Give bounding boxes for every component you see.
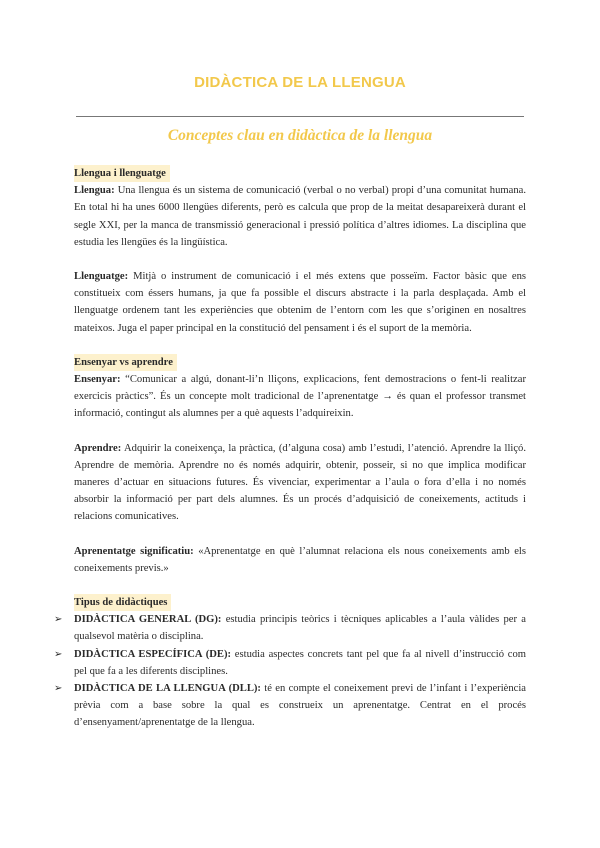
document-body	[54, 165, 526, 732]
definition: Adquirir la coneixença, la pràctica, (d’alguna cosa) amb l’estudi, l’atenció. Aprendre la lliçó. Aprendre de memòria. Aprendre no és només adquirir, obtenir, posseir, si no que implica modificar maneres d’actuar en situacions futures. És vivenciar, experimentar a l’aula o fora d’ella i no només absorbir la informació per part dels alumnes. És un procés d’adquisició de coneixements, actituds i relacions comunicatives.	[74, 442, 526, 523]
paragraph-aprendre	[74, 440, 526, 526]
definition: «Aprenentatge en què l’alumnat relaciona els nous coneixements amb els coneixements previs.»	[74, 545, 526, 574]
document-subtitle: Conceptes clau en didàctica de la llengua	[167, 127, 433, 144]
definition: estudia aspectes concrets tant pel que fa al nivell d’instrucció com pel que fa a les diferents disciplines.	[74, 648, 526, 677]
term: DIDÀCTICA GENERAL (DG):	[74, 614, 222, 626]
section-heading: Llengua i llenguatge	[74, 165, 170, 182]
definition: té en compte el coneixement previ de l’infant i l’experiència prèvia com a base sobre la qual es construeix un aprenentatge. Centrat en el procés d’ensenyament/aprenentatge de la llengua.	[74, 683, 526, 729]
definition: Una llengua és un sistema de comunicació (verbal o no verbal) propi d’una comunitat humana. En total hi ha unes 6000 llengües diferents, però es calcula que prop de la meitat desapareixerà durant el segle XXI, per la manca de transmissió generacional i pressió política d’altres idiomes. La disciplina que estudia les llengües és la lingüística.	[74, 185, 526, 248]
paragraph-ensenyar	[74, 371, 526, 423]
list-item	[54, 680, 526, 732]
section-llengua	[74, 165, 526, 337]
term: Aprenentatge significatiu:	[74, 545, 194, 557]
arrow-bullet-icon: ➢	[54, 683, 63, 695]
term: DIDÀCTICA ESPECÍFICA (DE):	[74, 648, 232, 660]
definition: Mitjà o instrument de comunicació i el més extens que posseïm. Factor bàsic que ens constitueix com éssers humans, ja que fa possible el discurs abstracte i la parla desplaçada. Amb el llenguatge ordenem tant les experiències que obtenim de l’entorn com les que s’originen en nosaltres mateixos. Juga el paper principal en la constitució del pensament i és el suport de la memòria.	[74, 271, 526, 334]
term: Aprendre:	[74, 442, 122, 454]
arrow-bullet-icon: ➢	[54, 648, 63, 660]
title-divider	[76, 116, 524, 117]
paragraph-llenguatge	[74, 268, 526, 337]
section-ensenyar-aprendre	[74, 354, 526, 577]
term: Llengua:	[74, 185, 115, 197]
section-heading: Ensenyar vs aprendre	[74, 354, 177, 371]
document-title: DIDÀCTICA DE LA LLENGUA	[194, 74, 406, 91]
didactics-list	[54, 611, 526, 731]
definition: estudia principis teòrics i tècniques aplicables a l’aula vàlides per a qualsevol matèria o disciplina.	[74, 614, 526, 643]
list-item	[54, 611, 526, 645]
paragraph-aprenentatge-significatiu	[74, 543, 526, 577]
arrow-bullet-icon: ➢	[54, 614, 63, 626]
section-heading: Tipus de didàctiques	[74, 594, 171, 611]
term: Ensenyar:	[74, 374, 121, 386]
term: Llenguatge:	[74, 271, 129, 283]
list-item	[54, 646, 526, 680]
definition: “Comunicar a algú, donant-li’n lliçons, explicacions, fent demostracions o fent-li realitzar exercicis pràctics”. És un concepte molt tradicional de l’aprenentatge → és quan el professor transmet informació, contingut als alumnes per a què aquests l’adquireixin.	[74, 374, 526, 420]
section-tipus-didactiques	[54, 594, 526, 732]
paragraph-llengua	[74, 182, 526, 251]
term: DIDÀCTICA DE LA LLENGUA (DLL):	[74, 683, 261, 695]
